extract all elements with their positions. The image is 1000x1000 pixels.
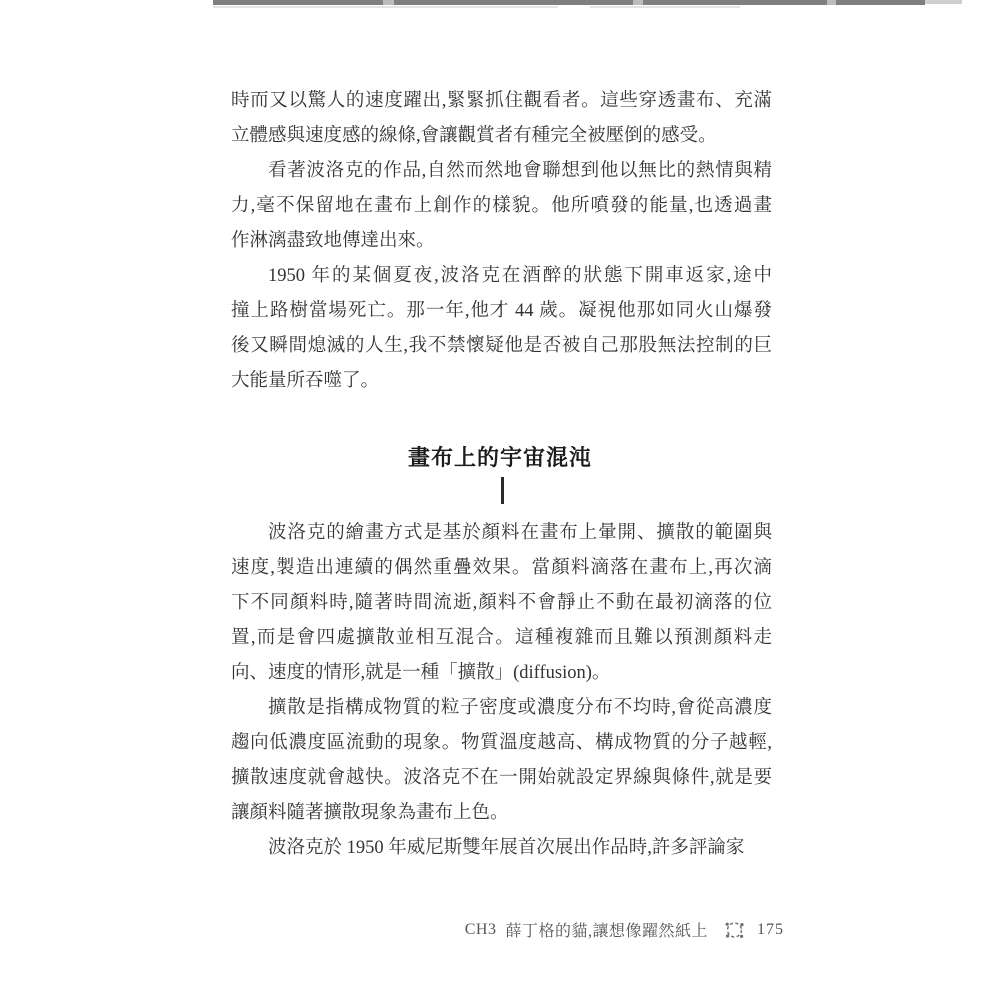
text-line: 立體感與速度感的線條,會讓觀賞者有種完全被壓倒的感受。 (231, 126, 717, 146)
text-line: 1950 年的某個夏夜,波洛克在酒醉的狀態下開車返家,途中 (268, 266, 772, 286)
page-footer (465, 916, 784, 943)
text-line: 波洛克的繪畫方式是基於顏料在畫布上暈開、擴散的範圍與 (268, 523, 772, 543)
section-heading: 畫布上的宇宙混沌 (407, 445, 592, 470)
text-line: 大能量所吞噬了。 (231, 371, 380, 391)
footer-chapter-number: CH3 (464, 920, 497, 938)
text-line: 速度,製造出連續的偶然重疊效果。當顏料滴落在畫布上,再次滴 (231, 558, 772, 578)
text-line: 力,毫不保留地在畫布上創作的樣貌。他所噴發的能量,也透過畫 (231, 196, 772, 216)
text-line: 時而又以驚人的速度躍出,緊緊抓住觀看者。這些穿透畫布、充滿 (231, 91, 772, 111)
body-text-block-2 (231, 516, 772, 866)
text-line: 作淋漓盡致地傳達出來。 (231, 231, 435, 251)
footer-page-number: 175 (757, 920, 784, 938)
text-line: 下不同顏料時,隨著時間流逝,顏料不會靜止不動在最初滴落的位 (231, 593, 772, 613)
text-line: 波洛克於 1950 年威尼斯雙年展首次展出作品時,許多評論家 (268, 838, 745, 858)
text-line: 擴散速度就會越快。波洛克不在一開始就設定界線與條件,就是要 (231, 768, 772, 788)
text-line: 擴散是指構成物質的粒子密度或濃度分布不均時,會從高濃度 (268, 698, 772, 718)
text-line: 後又瞬間熄滅的人生,我不禁懷疑他是否被自己那股無法控制的巨 (231, 336, 772, 356)
atom-icon (721, 916, 748, 943)
text-line: 趨向低濃度區流動的現象。物質溫度越高、構成物質的分子越輕, (231, 733, 772, 753)
text-line: 置,而是會四處擴散並相互混合。這種複雜而且難以預測顏料走 (231, 628, 772, 648)
text-line: 向、速度的情形,就是一種「擴散」(diffusion)。 (231, 663, 611, 683)
text-line: 撞上路樹當場死亡。那一年,他才 44 歲。凝視他那如同火山爆發 (231, 301, 772, 321)
heading-divider-bar (501, 477, 504, 504)
text-line: 看著波洛克的作品,自然而然地會聯想到他以無比的熱情與精 (268, 161, 772, 181)
body-text-block-1 (231, 84, 772, 399)
footer-chapter-title: 薛丁格的貓,讓想像躍然紙上 (505, 923, 708, 940)
text-line: 讓顏料隨著擴散現象為畫布上色。 (231, 803, 509, 823)
